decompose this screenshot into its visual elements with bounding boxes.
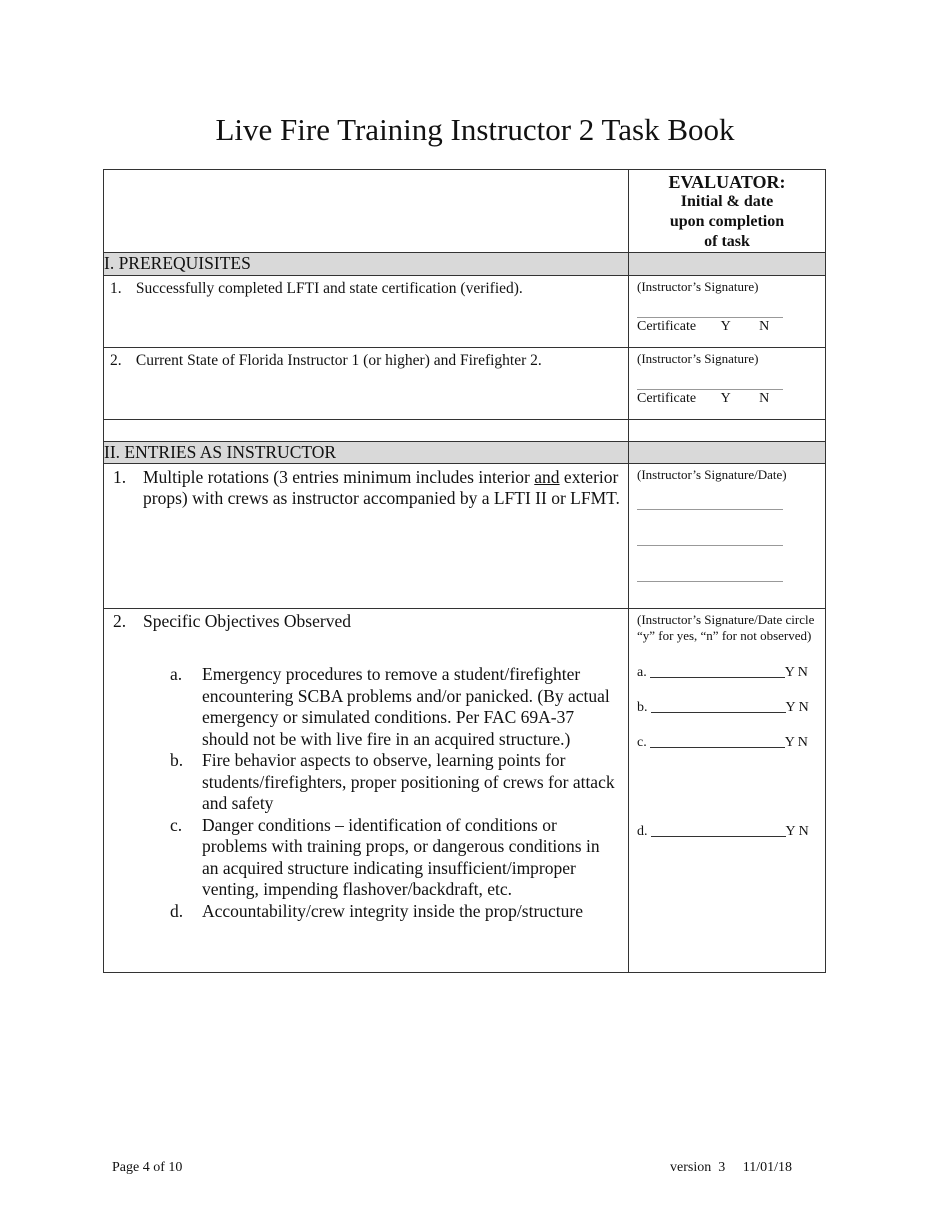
- entry-1-text-after: exterior props) with crews as instructor accompanied by a LFTI II or LFMT.: [143, 467, 620, 508]
- prereq-1-sign-cell[interactable]: [629, 276, 826, 348]
- entry-2-sig-label: (Instructor’s Signature/Date circle “y” for yes, “n” for not observed): [637, 612, 815, 643]
- yn-line-c-letter: c.: [637, 735, 647, 750]
- yn-line-d-blank[interactable]: [651, 835, 786, 837]
- prereq-row-2: [104, 348, 826, 420]
- evaluator-line4: of task: [704, 233, 750, 250]
- prereq-2-number: 2.: [110, 352, 122, 369]
- yn-line-a-letter: a.: [637, 665, 647, 680]
- yn-line-a-blank[interactable]: [650, 676, 785, 678]
- prereq-1-cert-label: Certificate: [637, 319, 697, 334]
- entry-2-item: [110, 611, 622, 632]
- prereq-2-n-option[interactable]: N: [759, 391, 770, 406]
- yn-line-a-options[interactable]: Y N: [784, 665, 808, 680]
- entry-1-signature-line-3[interactable]: [637, 581, 783, 582]
- yn-line-b-blank[interactable]: [651, 711, 786, 713]
- prereq-1-certificate-row: [637, 318, 817, 335]
- evaluator-line2: Initial & date: [680, 193, 774, 210]
- evaluator-header: [629, 170, 826, 253]
- objective-d-text: Accountability/crew integrity inside the prop/structure: [202, 900, 584, 921]
- prereq-2-text-cell: [104, 348, 629, 420]
- yn-line-d[interactable]: [637, 823, 817, 840]
- objective-c-text: Danger conditions – identification of conditions or problems with training props, or dangerous conditions in an acquired structure indicating insufficient/improper venting, impending flashover/backdraft, etc.: [202, 814, 600, 899]
- prereq-2-cert-label: Certificate: [637, 391, 697, 406]
- spacer-cell-left: [104, 420, 629, 442]
- section-prerequisites-heading: I. PREREQUISITES: [104, 253, 629, 276]
- objective-a: [170, 664, 622, 750]
- section-prerequisites-row: [104, 253, 826, 276]
- entry-1-sign-cell[interactable]: [629, 464, 826, 609]
- prereq-2-certificate-row: [637, 390, 817, 407]
- prereq-2-sig-label: (Instructor’s Signature): [637, 351, 759, 366]
- entry-1-sig-label: (Instructor’s Signature/Date): [637, 467, 787, 482]
- prereq-1-number: 1.: [110, 280, 122, 297]
- prereq-2-sign-cell[interactable]: [629, 348, 826, 420]
- prereq-1-sig-label: (Instructor’s Signature): [637, 279, 759, 294]
- entry-1-signature-line-1[interactable]: [637, 509, 783, 510]
- entry-1-text-cell: [104, 464, 629, 609]
- yn-line-d-letter: d.: [637, 824, 648, 839]
- objective-d: [170, 901, 622, 923]
- prereq-1-text: Successfully completed LFTI and state certification (verified).: [135, 280, 523, 297]
- entry-2-text-cell: [104, 609, 629, 973]
- entry-1-text: [143, 467, 622, 509]
- entry-row-2: [104, 609, 826, 973]
- objective-b-letter: b.: [170, 750, 184, 770]
- entry-1-number: 1.: [113, 467, 127, 487]
- prereq-2-y-option[interactable]: Y: [720, 391, 731, 406]
- yn-line-c-options[interactable]: Y N: [784, 735, 808, 750]
- prereq-2-text: Current State of Florida Instructor 1 (or higher) and Firefighter 2.: [135, 352, 542, 369]
- section-entries-blank: [629, 442, 826, 464]
- yn-line-b-options[interactable]: Y N: [785, 700, 809, 715]
- entry-2-text: Specific Objectives Observed: [143, 611, 351, 631]
- task-header-cell: [104, 170, 629, 253]
- evaluator-line3: upon completion: [669, 213, 785, 230]
- task-table: [103, 169, 826, 973]
- yn-line-b[interactable]: [637, 699, 817, 716]
- objective-c-letter: c.: [170, 814, 183, 835]
- spacer-cell-right: [629, 420, 826, 442]
- objective-b-text: Fire behavior aspects to observe, learning points for students/firefighters, proper positioning of crews for attack and safety: [202, 750, 615, 813]
- objective-c: [170, 815, 622, 901]
- objective-a-text: Emergency procedures to remove a student/firefighter encountering SCBA problems and/or panicked. (By actual emergency or simulated conditions. Per FAC 69A-37 should not be with live fire in an acquired structure.): [202, 664, 610, 749]
- entry-2-sign-cell[interactable]: [629, 609, 826, 973]
- section-entries-row: [104, 442, 826, 464]
- footer-version: version 3 11/01/18: [670, 1160, 792, 1175]
- entry-1-item: [110, 467, 622, 509]
- entry-1-text-before: Multiple rotations (3 entries minimum includes interior: [143, 467, 535, 487]
- entry-1-signature-line-2[interactable]: [637, 545, 783, 546]
- yn-line-b-letter: b.: [637, 700, 648, 715]
- objective-a-letter: a.: [170, 664, 183, 684]
- section-entries-heading: II. ENTRIES AS INSTRUCTOR: [104, 442, 629, 464]
- page-title: Live Fire Training Instructor 2 Task Book: [215, 112, 735, 147]
- objective-d-letter: d.: [170, 900, 184, 921]
- footer-page-number: Page 4 of 10: [112, 1160, 183, 1175]
- entry-1-text-underlined: and: [534, 467, 560, 487]
- prereq-1-n-option[interactable]: N: [759, 319, 770, 334]
- yn-line-c[interactable]: [637, 734, 817, 751]
- objective-b: [170, 750, 622, 815]
- prereq-1-text-cell: [104, 276, 629, 348]
- entry-2-number: 2.: [113, 611, 127, 631]
- yn-line-d-options[interactable]: Y N: [785, 824, 809, 839]
- section-prerequisites-blank: [629, 253, 826, 276]
- header-row: [104, 170, 826, 253]
- prereq-1-y-option[interactable]: Y: [720, 319, 731, 334]
- prereq-row-1: [104, 276, 826, 348]
- yn-line-a[interactable]: [637, 664, 817, 681]
- evaluator-label: EVALUATOR:: [668, 172, 786, 192]
- entry-row-1: [104, 464, 826, 609]
- yn-line-c-blank[interactable]: [650, 746, 785, 748]
- spacer-row: [104, 420, 826, 442]
